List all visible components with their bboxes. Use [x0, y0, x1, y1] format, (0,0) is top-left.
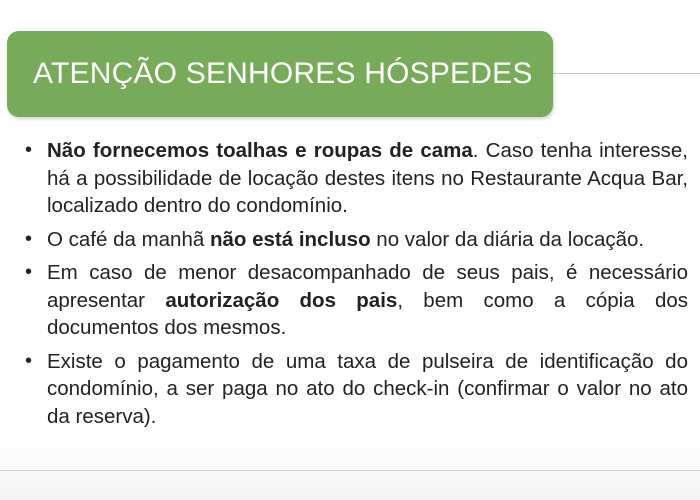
list-item-wristband-fee — [22, 348, 688, 431]
list-item-breakfast — [22, 226, 688, 254]
bullet-icon: • — [25, 139, 33, 161]
bold-text: autorização dos pais — [165, 288, 398, 312]
bullet-icon: • — [25, 227, 33, 250]
item-text: , bem como a cópia dos documentos dos mesmos. — [47, 288, 688, 339]
item-text: Existe o pagamento de uma taxa de pulseira de identificação do condomínio, a ser paga no ato do check-in (confirmar o valor no ato da reserva). — [47, 349, 688, 428]
list-item-towels — [22, 137, 688, 220]
item-text: Em caso de menor desacompanhado de seus pais, é necessário apresentar — [47, 261, 688, 312]
bullet-icon: • — [25, 349, 33, 372]
item-text: no valor da diária da locação. — [370, 227, 645, 251]
item-text: . Caso tenha interesse, há a possibilidade de locação destes itens no Restaurante Acqua Bar, localizado dentro do condomínio. — [47, 139, 688, 217]
footer-divider-line — [0, 470, 700, 471]
bold-text: Não fornecemos toalhas e roupas de cama — [47, 139, 473, 162]
item-text: O café da manhã — [47, 227, 210, 251]
bold-text: não está incluso — [209, 227, 371, 251]
header-banner — [7, 31, 553, 117]
list-item-minors — [22, 259, 688, 342]
bullet-icon: • — [25, 261, 33, 283]
page-title: ATENÇÃO SENHORES HÓSPEDES — [33, 57, 533, 90]
header-divider-line — [552, 73, 700, 74]
notice-list — [22, 137, 688, 436]
